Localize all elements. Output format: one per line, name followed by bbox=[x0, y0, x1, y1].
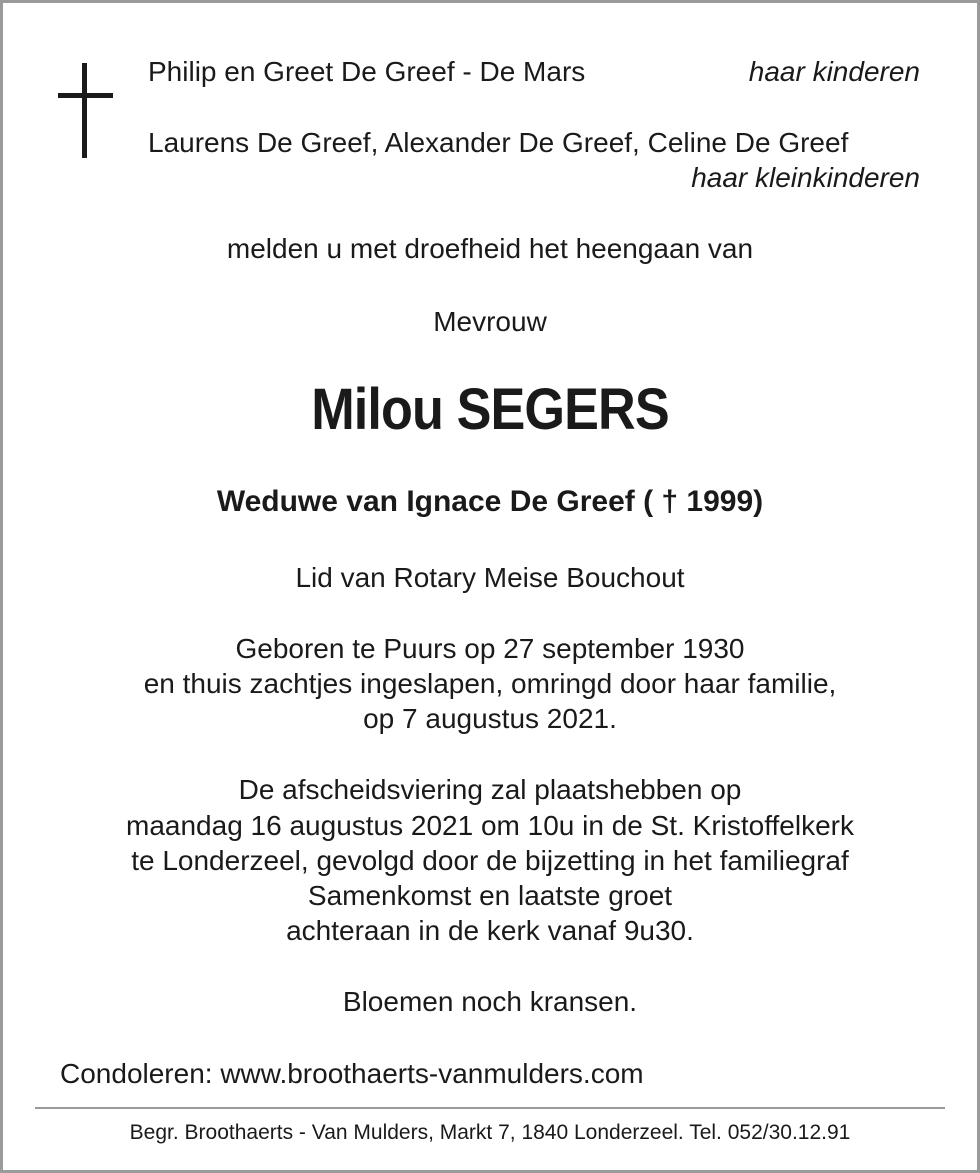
deceased-name: Milou SEGERS bbox=[311, 377, 669, 442]
ceremony-line-5: achteraan in de kerk vanaf 9u30. bbox=[286, 915, 694, 946]
funeral-home-footer: Begr. Broothaerts - Van Mulders, Markt 7, 1840 Londerzeel. Tel. 052/30.12.91 bbox=[129, 1121, 851, 1144]
deceased-title: Mevrouw bbox=[433, 306, 547, 337]
grandchildren-names: Laurens De Greef, Alexander De Greef, Celine De Greef bbox=[148, 127, 849, 158]
flowers-note: Bloemen noch kransen. bbox=[342, 986, 638, 1017]
grandchildren-role: haar kleinkinderen bbox=[691, 162, 920, 193]
cross-icon-vertical bbox=[82, 63, 87, 158]
cross-icon-horizontal bbox=[58, 93, 113, 98]
ceremony-line-4: Samenkomst en laatste groet bbox=[307, 880, 673, 911]
birth-line-1: Geboren te Puurs op 27 september 1930 bbox=[235, 633, 745, 664]
ceremony-line-1: De afscheidsviering zal plaatshebben op bbox=[238, 774, 742, 805]
ceremony-line-2: maandag 16 augustus 2021 om 10u in de St. Kristoffelkerk bbox=[126, 810, 854, 841]
widow-of: Weduwe van Ignace De Greef ( † 1999) bbox=[216, 485, 764, 518]
ceremony-line-3: te Londerzeel, gevolgd door de bijzetting in het familiegraf bbox=[131, 845, 849, 876]
footer-divider bbox=[35, 1107, 945, 1109]
children-role: haar kinderen bbox=[748, 56, 920, 87]
birth-line-3: op 7 augustus 2021. bbox=[363, 703, 617, 734]
birth-line-2: en thuis zachtjes ingeslapen, omringd door haar familie, bbox=[143, 668, 837, 699]
membership: Lid van Rotary Meise Bouchout bbox=[295, 562, 685, 593]
intro-text: melden u met droefheid het heengaan van bbox=[226, 233, 754, 264]
children-names: Philip en Greet De Greef - De Mars bbox=[148, 56, 586, 87]
condolences-link[interactable]: Condoleren: www.broothaerts-vanmulders.com bbox=[60, 1058, 644, 1089]
